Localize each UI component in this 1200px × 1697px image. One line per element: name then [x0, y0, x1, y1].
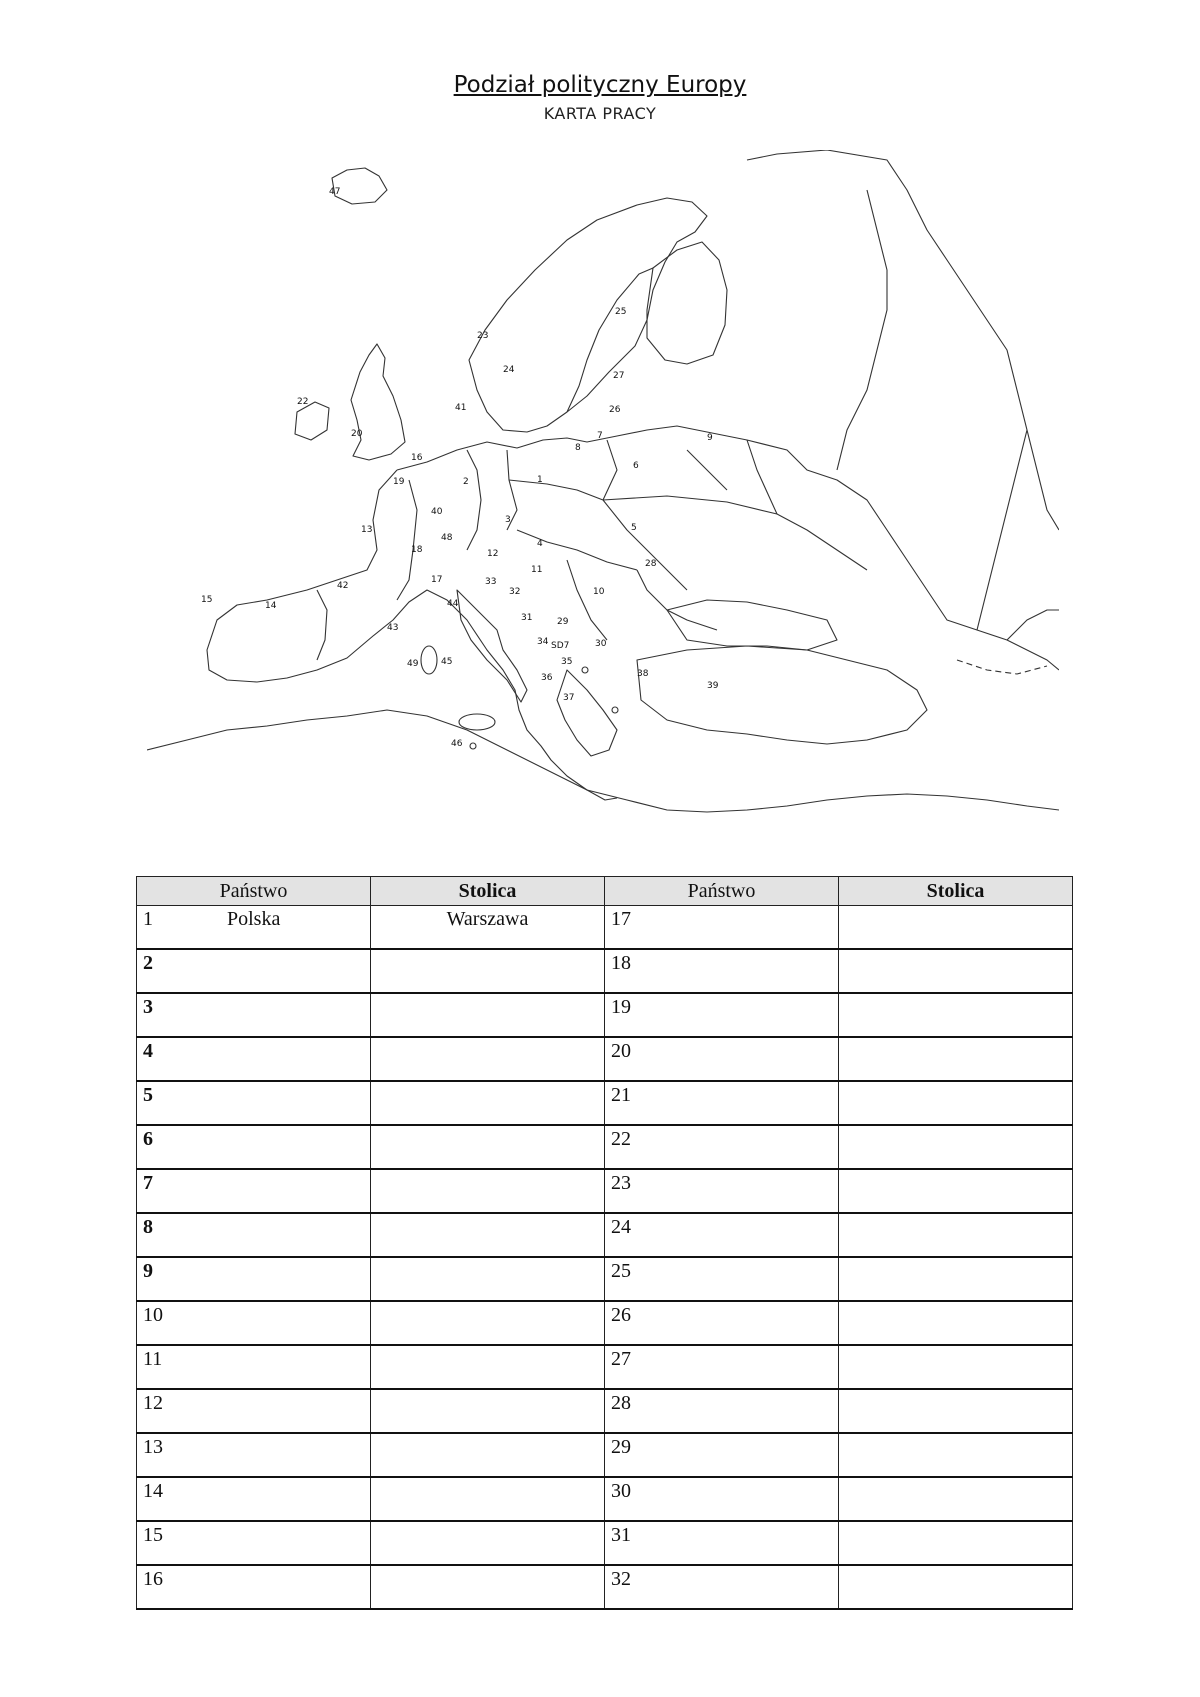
map-label-39: 39 — [707, 681, 719, 691]
country-cell[interactable] — [605, 1037, 839, 1081]
map-label-4: 4 — [537, 539, 543, 549]
map-label-16: 16 — [411, 453, 423, 463]
row-number: 26 — [611, 1304, 631, 1326]
table-row — [137, 906, 1073, 950]
capital-cell[interactable] — [371, 1037, 605, 1081]
capital-cell[interactable] — [839, 1477, 1073, 1521]
capital-cell[interactable] — [371, 1345, 605, 1389]
map-label-49: 49 — [407, 659, 419, 669]
row-number: 9 — [143, 1260, 153, 1282]
table-header-row — [137, 877, 1073, 906]
row-number: 16 — [143, 1568, 163, 1590]
map-label-40: 40 — [431, 507, 443, 517]
country-cell[interactable] — [137, 1257, 371, 1301]
countries-capitals-table — [136, 876, 1073, 1610]
table-row — [137, 1433, 1073, 1477]
map-label-45: 45 — [441, 657, 453, 667]
header-country-left: Państwo — [137, 877, 371, 906]
map-number-labels — [201, 187, 719, 749]
row-number: 31 — [611, 1524, 631, 1546]
capital-cell[interactable] — [371, 1521, 605, 1565]
row-number: 21 — [611, 1084, 631, 1106]
map-label-11: 11 — [531, 565, 543, 575]
table-row — [137, 1521, 1073, 1565]
row-number: 3 — [143, 996, 153, 1018]
country-cell[interactable] — [137, 1081, 371, 1125]
capital-cell[interactable] — [839, 1169, 1073, 1213]
row-number: 19 — [611, 996, 631, 1018]
capital-cell[interactable] — [371, 993, 605, 1037]
row-number: 17 — [611, 908, 631, 930]
map-label-7: 7 — [597, 431, 603, 441]
map-label-42: 42 — [337, 581, 349, 591]
map-label-8: 8 — [575, 443, 581, 453]
row-number: 6 — [143, 1128, 153, 1150]
capital-cell[interactable] — [371, 949, 605, 993]
row-number: 14 — [143, 1480, 163, 1502]
map-label-26: 26 — [609, 405, 621, 415]
capital-cell[interactable] — [371, 906, 605, 950]
map-label-sd7: SD7 — [551, 641, 570, 651]
capital-name: Warszawa — [446, 908, 529, 930]
row-number: 20 — [611, 1040, 631, 1062]
country-cell[interactable] — [137, 1345, 371, 1389]
capital-cell[interactable] — [839, 1081, 1073, 1125]
table-row — [137, 1169, 1073, 1213]
map-label-24: 24 — [503, 365, 515, 375]
row-number: 29 — [611, 1436, 631, 1458]
table-row — [137, 949, 1073, 993]
row-number: 5 — [143, 1084, 153, 1106]
map-label-28: 28 — [645, 559, 657, 569]
row-number: 13 — [143, 1436, 163, 1458]
country-cell[interactable] — [605, 906, 839, 950]
row-number: 11 — [143, 1348, 163, 1370]
country-cell[interactable] — [605, 1257, 839, 1301]
table-row — [137, 1301, 1073, 1345]
map-label-22: 22 — [297, 397, 309, 407]
row-number: 2 — [143, 952, 153, 974]
map-label-19: 19 — [393, 477, 405, 487]
map-label-34: 34 — [537, 637, 549, 647]
map-label-20: 20 — [351, 429, 363, 439]
map-label-27: 27 — [613, 371, 625, 381]
map-label-41: 41 — [455, 403, 467, 413]
page-title: Podział polityczny Europy — [453, 72, 747, 98]
map-label-17: 17 — [431, 575, 443, 585]
table-row — [137, 993, 1073, 1037]
map-label-3: 3 — [505, 515, 511, 525]
capital-cell[interactable] — [839, 949, 1073, 993]
country-cell[interactable] — [137, 906, 371, 950]
map-label-35: 35 — [561, 657, 573, 667]
map-label-31: 31 — [521, 613, 533, 623]
row-number: 1 — [143, 908, 153, 930]
capital-cell[interactable] — [839, 993, 1073, 1037]
row-number: 23 — [611, 1172, 631, 1194]
header-capital-left: Stolica — [371, 877, 605, 906]
country-cell[interactable] — [605, 1081, 839, 1125]
country-cell[interactable] — [137, 949, 371, 993]
country-cell[interactable] — [605, 1213, 839, 1257]
map-label-5: 5 — [631, 523, 637, 533]
map-label-46: 46 — [451, 739, 463, 749]
table-row — [137, 1213, 1073, 1257]
map-label-47: 47 — [329, 187, 341, 197]
country-cell[interactable] — [605, 1565, 839, 1609]
row-number: 8 — [143, 1216, 153, 1238]
map-label-9: 9 — [707, 433, 713, 443]
row-number: 18 — [611, 952, 631, 974]
capital-cell[interactable] — [371, 1389, 605, 1433]
capital-cell[interactable] — [839, 1301, 1073, 1345]
capital-cell[interactable] — [839, 1345, 1073, 1389]
map-label-15: 15 — [201, 595, 213, 605]
map-label-36: 36 — [541, 673, 553, 683]
map-label-37: 37 — [563, 693, 575, 703]
capital-cell[interactable] — [839, 1125, 1073, 1169]
map-label-30: 30 — [595, 639, 607, 649]
capital-cell[interactable] — [839, 1389, 1073, 1433]
country-cell[interactable] — [137, 1565, 371, 1609]
table-row — [137, 1081, 1073, 1125]
table-row — [137, 1125, 1073, 1169]
capital-cell[interactable] — [839, 1213, 1073, 1257]
map-label-2: 2 — [463, 477, 469, 487]
country-cell[interactable] — [605, 1301, 839, 1345]
row-number: 25 — [611, 1260, 631, 1282]
country-cell[interactable] — [137, 1301, 371, 1345]
europe-map — [147, 150, 1059, 850]
row-number: 7 — [143, 1172, 153, 1194]
country-cell[interactable] — [137, 1169, 371, 1213]
map-label-25: 25 — [615, 307, 627, 317]
country-cell[interactable] — [605, 1477, 839, 1521]
table-row — [137, 1345, 1073, 1389]
country-cell[interactable] — [605, 1389, 839, 1433]
country-cell[interactable] — [137, 1389, 371, 1433]
capital-cell[interactable] — [371, 1477, 605, 1521]
country-cell[interactable] — [137, 1125, 371, 1169]
capital-cell[interactable] — [371, 1125, 605, 1169]
capital-cell[interactable] — [839, 1565, 1073, 1609]
country-cell[interactable] — [605, 1169, 839, 1213]
table-row — [137, 1565, 1073, 1609]
row-number: 32 — [611, 1568, 631, 1590]
map-label-23: 23 — [477, 331, 489, 341]
country-name: Polska — [227, 908, 281, 930]
map-label-10: 10 — [593, 587, 605, 597]
capital-cell[interactable] — [839, 906, 1073, 950]
table-row — [137, 1257, 1073, 1301]
map-label-12: 12 — [487, 549, 499, 559]
map-label-6: 6 — [633, 461, 639, 471]
map-label-14: 14 — [265, 601, 277, 611]
row-number: 30 — [611, 1480, 631, 1502]
row-number: 15 — [143, 1524, 163, 1546]
table-row — [137, 1037, 1073, 1081]
row-number: 24 — [611, 1216, 631, 1238]
country-cell[interactable] — [137, 1037, 371, 1081]
map-label-38: 38 — [637, 669, 649, 679]
map-label-43: 43 — [387, 623, 399, 633]
capital-cell[interactable] — [839, 1037, 1073, 1081]
row-number: 10 — [143, 1304, 163, 1326]
map-label-18: 18 — [411, 545, 423, 555]
capital-cell[interactable] — [371, 1301, 605, 1345]
row-number: 12 — [143, 1392, 163, 1414]
country-cell[interactable] — [605, 949, 839, 993]
country-cell[interactable] — [137, 1433, 371, 1477]
country-cell[interactable] — [605, 1345, 839, 1389]
capital-cell[interactable] — [371, 1565, 605, 1609]
capital-cell[interactable] — [371, 1081, 605, 1125]
capital-cell[interactable] — [371, 1169, 605, 1213]
capital-cell[interactable] — [371, 1257, 605, 1301]
country-cell[interactable] — [605, 993, 839, 1037]
table-row — [137, 1389, 1073, 1433]
capital-cell[interactable] — [839, 1433, 1073, 1477]
map-label-1: 1 — [537, 475, 543, 485]
header-country-right: Państwo — [605, 877, 839, 906]
country-cell[interactable] — [605, 1125, 839, 1169]
country-cell[interactable] — [605, 1521, 839, 1565]
map-label-32: 32 — [509, 587, 521, 597]
capital-cell[interactable] — [839, 1257, 1073, 1301]
map-label-13: 13 — [361, 525, 373, 535]
row-number: 27 — [611, 1348, 631, 1370]
header-capital-right: Stolica — [839, 877, 1073, 906]
row-number: 28 — [611, 1392, 631, 1414]
capital-cell[interactable] — [371, 1213, 605, 1257]
capital-cell[interactable] — [839, 1521, 1073, 1565]
map-label-44: 44 — [447, 599, 459, 609]
map-label-33: 33 — [485, 577, 497, 587]
capital-cell[interactable] — [371, 1433, 605, 1477]
row-number: 22 — [611, 1128, 631, 1150]
table-row — [137, 1477, 1073, 1521]
row-number: 4 — [143, 1040, 153, 1062]
country-cell[interactable] — [137, 993, 371, 1037]
country-cell[interactable] — [137, 1477, 371, 1521]
map-label-48: 48 — [441, 533, 453, 543]
country-cell[interactable] — [137, 1213, 371, 1257]
country-cell[interactable] — [605, 1433, 839, 1477]
map-label-29: 29 — [557, 617, 569, 627]
page-subtitle: KARTA PRACY — [543, 104, 657, 123]
country-cell[interactable] — [137, 1521, 371, 1565]
europe-map-outline — [147, 150, 1059, 850]
